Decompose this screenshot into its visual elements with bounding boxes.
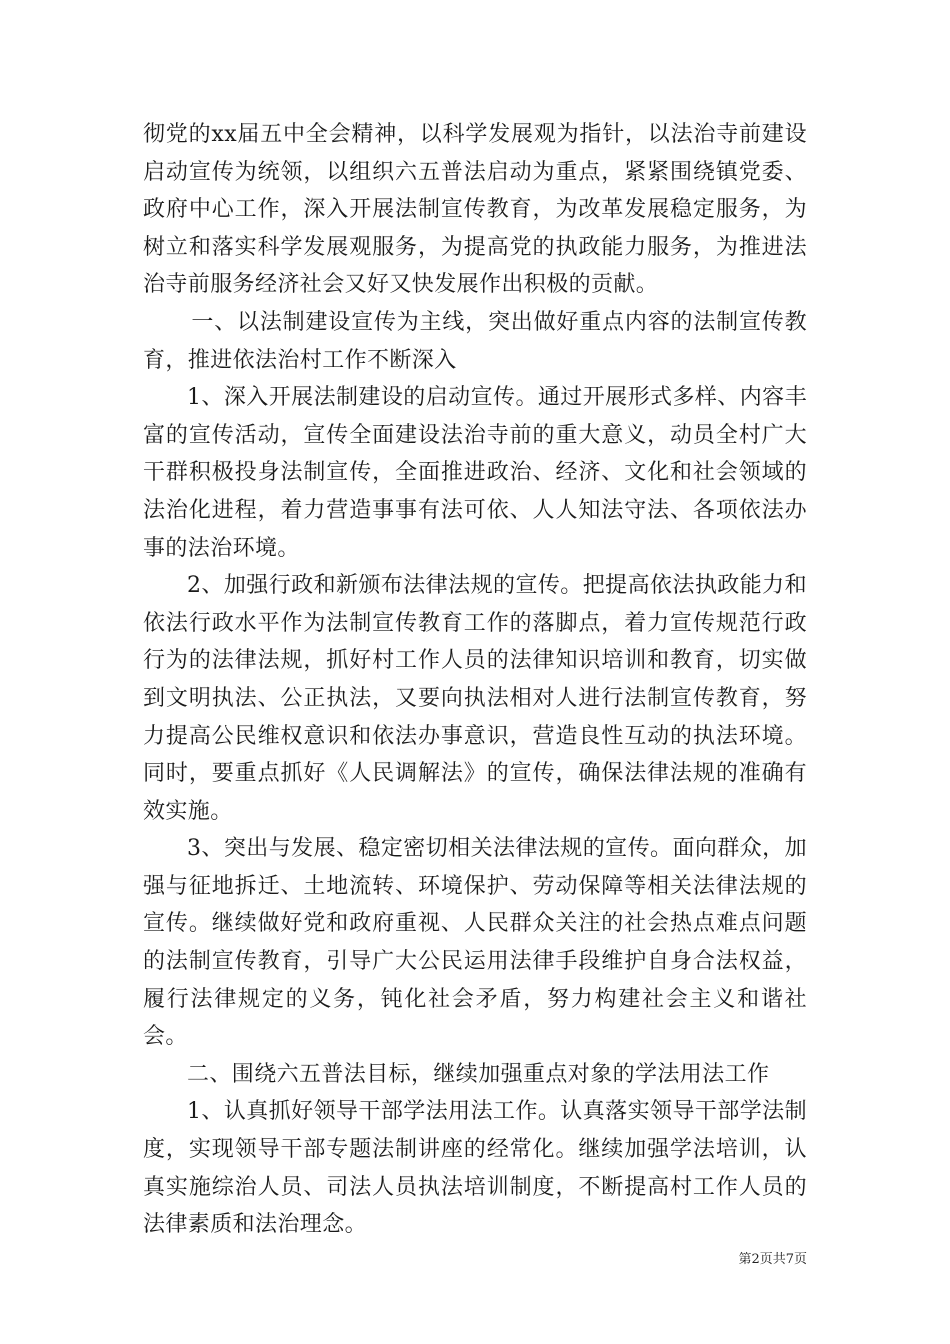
section-heading-2: 二、围绕六五普法目标，继续加强重点对象的学法用法工作 bbox=[187, 1061, 770, 1087]
paragraph-item-1-1: 1、深入开展法制建设的启动宣传。通过开展形式多样、内容丰富的宣传活动，宣传全面建设法治寺前的重大意义，动员全村广大干群积极投身法制宣传，全面推进政治、经济、文化和社会领域的法治化进程，着力营造事事有法可依、人人知法守法、各项依法办事的法治环境。 bbox=[143, 385, 807, 561]
paragraph-item-2-1: 1、认真抓好领导干部学法用法工作。认真落实领导干部学法制度，实现领导干部专题法制讲座的经常化。继续加强学法培训，认真实施综治人员、司法人员执法培训制度，不断提高村工作人员的法律素质和法治理念。 bbox=[143, 1099, 807, 1238]
document-body bbox=[143, 116, 807, 1244]
page-number: 第2页共7页 bbox=[738, 1252, 807, 1267]
section-heading-1: 一、以法制建设宣传为主线，突出做好重点内容的法制宣传教育，推进依法治村工作不断深入 bbox=[143, 309, 807, 373]
paragraph-continuation: 彻党的xx届五中全会精神，以科学发展观为指针，以法治寺前建设启动宣传为统领，以组织六五普法启动为重点，紧紧围绕镇党委、政府中心工作，深入开展法制宣传教育，为改革发展稳定服务，为树立和落实科学发展观服务，为提高党的执政能力服务，为推进法治寺前服务经济社会又好又快发展作出积极的贡献。 bbox=[143, 122, 807, 298]
paragraph-item-1-3: 3、突出与发展、稳定密切相关法律法规的宣传。面向群众，加强与征地拆迁、土地流转、环境保护、劳动保障等相关法律法规的宣传。继续做好党和政府重视、人民群众关注的社会热点难点问题的法制宣传教育，引导广大公民运用法律手段维护自身合法权益，履行法律规定的义务，钝化社会矛盾，努力构建社会主义和谐社会。 bbox=[143, 836, 807, 1050]
paragraph-item-1-2: 2、加强行政和新颁布法律法规的宣传。把提高依法执政能力和依法行政水平作为法制宣传教育工作的落脚点，着力宣传规范行政行为的法律法规，抓好村工作人员的法律知识培训和教育，切实做到文明执法、公正执法，又要向执法相对人进行法制宣传教育，努力提高公民维权意识和依法办事意识，营造良性互动的执法环境。同时，要重点抓好《人民调解法》的宣传，确保法律法规的准确有效实施。 bbox=[143, 573, 807, 824]
